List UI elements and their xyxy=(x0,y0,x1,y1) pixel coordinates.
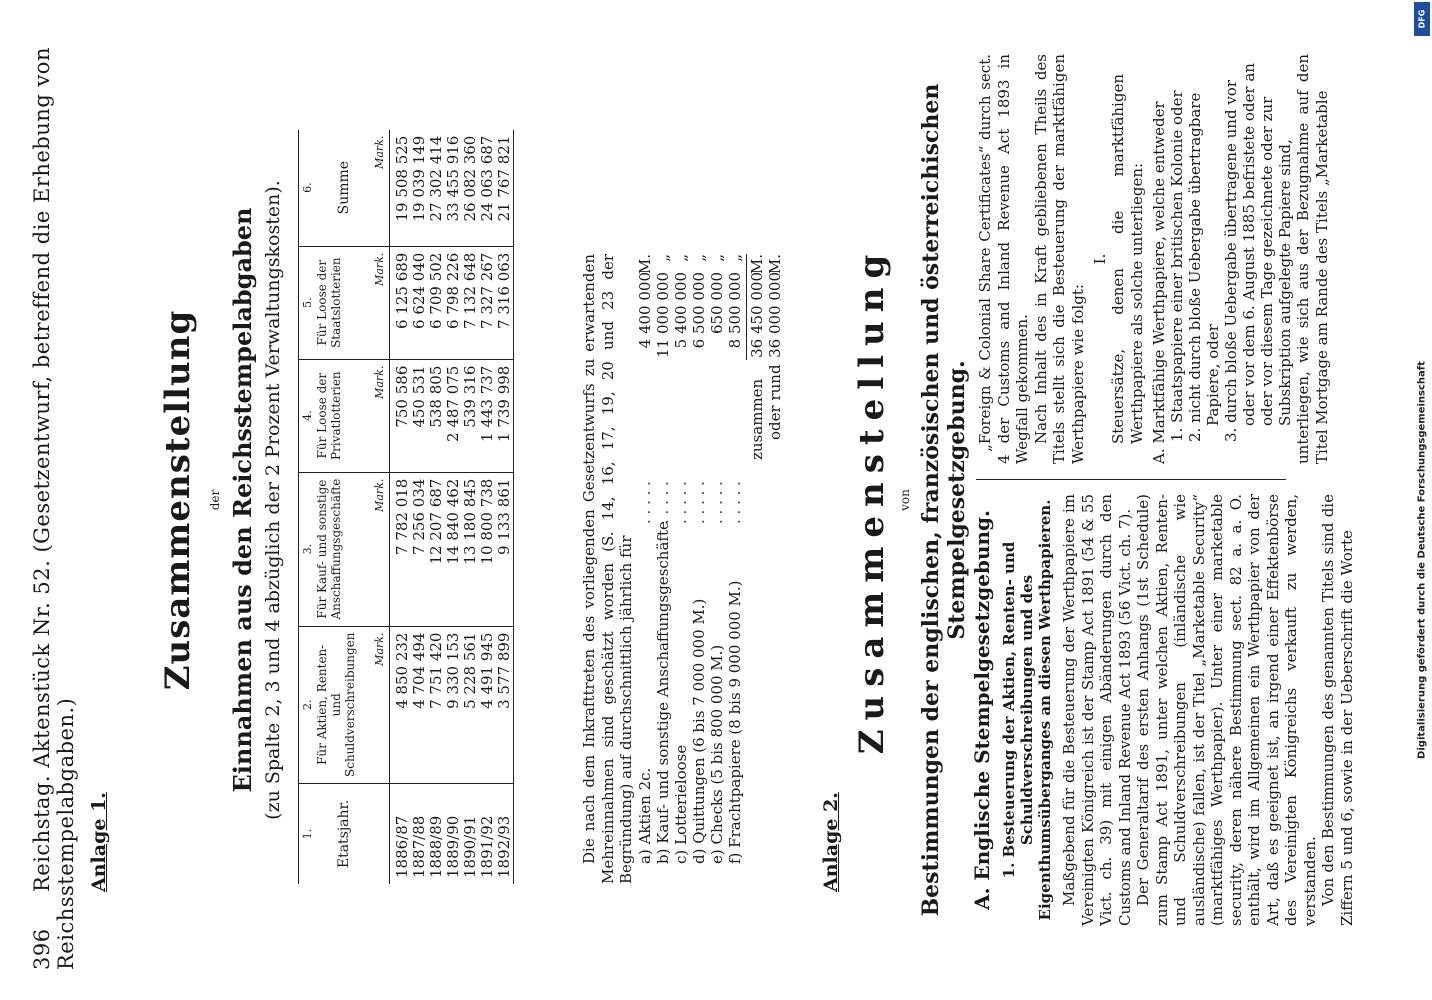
value-cell: 1 443 737 xyxy=(479,359,496,472)
column-header-row xyxy=(315,130,373,884)
estimate-rounded-row xyxy=(766,254,784,440)
leader-dots: . . . . . xyxy=(708,481,726,524)
section-a-para2: Der Generaltarif des ersten Anhangs (1st Schedule) zum Stamp Act 1891, unter welchen Aktien, Renten- und Schuldverschreibungen (inländische wie ausländische) fallen, ist der Titel „Marketable Security“ (marktfähiges Werthpapier). Unter einer marketable security, deren nähere Bestimmung sect. 82 a. a. O. enthält, wird im Allgemeinen ein Werthpapier von der Art, daß es geeignet ist, an irgend einer Effektenbörse des Vereinigten Königreichs verkauft zu werden, verstanden. xyxy=(1134,494,1319,926)
year-cell: 1889/90 xyxy=(444,815,462,878)
value-cell: 6 709 502 xyxy=(428,246,445,359)
value-cell: 3 577 899 xyxy=(496,626,514,783)
col-number: 1. xyxy=(301,828,314,840)
value-cell: 13 180 845 xyxy=(462,472,479,626)
anlage1-label: Anlage 1. xyxy=(88,792,110,892)
value-cell: 19 039 149 xyxy=(411,130,428,247)
column-divider xyxy=(976,479,1286,480)
estimate-item-value: 4 400 000 xyxy=(636,272,654,349)
running-head xyxy=(30,30,78,970)
table-row xyxy=(496,130,514,884)
value-cell: 6 624 040 xyxy=(411,246,428,359)
anlage1-subtitle: Einnahmen aus den Reichsstempelabgaben xyxy=(228,207,257,793)
leader-dots: . . . . . xyxy=(726,481,744,524)
col-number: 3. xyxy=(299,472,316,626)
section-a-para3: Von den Bestimmungen des genannten Titels sind die Ziffern 5 und 6, sowie in der Ueberschrift die Worte xyxy=(1319,494,1356,926)
col2-tail: unterliegen, wie sich aus der Bezugnahme auf den Titel Mortgage am Rande des Titels „Marketable xyxy=(1294,54,1331,464)
unit-cell: Mark. xyxy=(373,472,390,626)
leader-dots: . . . . . xyxy=(654,481,672,524)
unit-cell: Mark. xyxy=(373,359,390,472)
value-cell: 4 491 945 xyxy=(479,626,496,783)
anlage2-title: Zusammenstellung xyxy=(852,245,892,755)
table-row xyxy=(479,130,496,884)
running-head-text: Reichstag. Aktenstück Nr. 52. (Gesetzentwurf, betreffend die Erhebung von Reichsstempelabgaben.) xyxy=(30,47,78,970)
value-cell: 450 531 xyxy=(411,359,428,472)
value-cell: 6 798 226 xyxy=(445,246,462,359)
value-cell: 539 316 xyxy=(462,359,479,472)
value-cell: 7 327 267 xyxy=(479,246,496,359)
header-kauf: Für Kauf- und sonstige Anschaffungsgeschäfte xyxy=(315,472,373,626)
table-row xyxy=(390,130,412,884)
value-cell: 19 508 525 xyxy=(390,130,412,247)
section-a-heading: A. Englische Stempelgesetzgebung. xyxy=(970,510,994,910)
total-value: 36 450 000 xyxy=(748,272,766,358)
header-staatslotterien: Für Loose der Staatslotterien xyxy=(315,246,373,359)
anlage2-subtitle: Bestimmungen der englischen, französischen und österreichischen Stempelgesetzgebung. xyxy=(918,83,970,917)
table-row xyxy=(428,130,445,884)
table-row xyxy=(462,130,479,884)
estimate-item-label: c) Lotterieloose xyxy=(672,744,690,864)
value-cell: 4 850 232 xyxy=(390,626,412,783)
section-a-para1: Maßgebend für die Besteuerung der Werthpapiere im Vereinigten Königreich ist der Stamp Act 1891 (54 & 55 Vict. ch. 39) mit einigen Abänderungen durch den Customs and Inland Revenue Act 1893 (56 Vict. ch. 7). xyxy=(1060,494,1134,926)
col-number: 6. xyxy=(299,130,316,247)
estimate-total-row xyxy=(748,254,766,460)
year-cell: 1891/92 xyxy=(478,815,496,878)
estimate-item-unit: „ xyxy=(654,254,672,262)
value-cell: 33 455 916 xyxy=(445,130,462,247)
col2-roman: I. xyxy=(1091,253,1109,265)
unit-cell: Mark. xyxy=(373,626,390,783)
value-cell: 24 063 687 xyxy=(479,130,496,247)
header-etatsjahr: Etatsjahr. xyxy=(336,799,352,869)
value-cell: 4 704 494 xyxy=(411,626,428,783)
estimate-item-unit: „ xyxy=(690,254,708,262)
anlage1-title: Zusammenstellung xyxy=(158,309,198,691)
sum-rule xyxy=(746,254,747,360)
total-unit: M. xyxy=(748,254,766,275)
value-cell: 27 302 414 xyxy=(428,130,445,247)
col-number: 2. xyxy=(299,626,316,783)
col2-list-item: 1. Staatspapiere einer britischen Kolonie oder xyxy=(1168,90,1186,442)
estimate-item-label: d) Quittungen (6 bis 7 000 000 M.) xyxy=(690,598,708,864)
estimate-item xyxy=(672,254,690,864)
digitization-strip xyxy=(1412,0,1432,1000)
estimate-item-label: a) Aktien 2c. xyxy=(636,767,654,864)
estimate-item xyxy=(636,254,654,864)
value-cell: 21 767 821 xyxy=(496,130,514,247)
rounded-value: 36 000 000 xyxy=(766,272,784,358)
estimate-item-value: 6 500 000 xyxy=(690,272,708,349)
value-cell: 5 228 561 xyxy=(462,626,479,783)
col-number: 4. xyxy=(299,359,316,472)
value-cell: 2 487 075 xyxy=(445,359,462,472)
estimate-item-unit: M. xyxy=(636,254,654,275)
value-cell: 12 207 687 xyxy=(428,472,445,626)
unit-cell xyxy=(373,784,390,885)
value-cell: 1 739 998 xyxy=(496,359,514,472)
col2-list-item: 2. nicht durch bloße Uebergabe übertragbare Papiere, oder xyxy=(1186,92,1222,442)
column-right xyxy=(976,54,1331,464)
estimate-item xyxy=(708,254,726,864)
anlage1-note: (zu Spalte 2, 3 und 4 abzüglich der 2 Prozent Verwaltungskosten). xyxy=(262,180,284,820)
estimate-item-unit: „ xyxy=(726,254,744,262)
estimate-item xyxy=(690,254,708,864)
value-cell: 6 125 689 xyxy=(390,246,412,359)
estimate-intro: Die nach dem Inkrafttreten des vorliegenden Gesetzentwurfs zu erwartenden Mehreinnahmen sind geschätzt worden (S. 14, 16, 17, 19, 20 und 23 der Begründung) auf durchschnittlich jährlich für xyxy=(580,254,635,884)
value-cell: 9 133 861 xyxy=(496,472,514,626)
header-summe: Summe xyxy=(315,130,373,247)
col2-list xyxy=(1168,54,1294,464)
rounded-label: oder rund xyxy=(766,364,784,440)
table-row xyxy=(411,130,428,884)
year-cell: 1886/87 xyxy=(393,815,411,878)
col2-para1: „Foreign & Colonial Share Certificates“ durch sect. 4 der Customs and Inland Revenue Act 1893 in Wegfall gekommen. xyxy=(976,54,1031,464)
header-privatlotterien: Für Loose der Privatlotterien xyxy=(315,359,373,472)
value-cell: 750 586 xyxy=(390,359,412,472)
estimate-item-value: 8 500 000 xyxy=(726,272,744,349)
value-cell: 7 316 063 xyxy=(496,246,514,359)
anlage2-von: von xyxy=(898,489,912,511)
estimate-item-label: b) Kauf- und sonstige Anschaffungsgeschäfte xyxy=(654,521,672,864)
col2-steuersaetze: Steuersätze, denen die marktfähigen Werthpapiere als solche unterliegen: xyxy=(1109,74,1146,444)
col-number: 5. xyxy=(299,246,316,359)
estimate-item-value: 5 400 000 xyxy=(672,272,690,349)
column-number-row xyxy=(299,130,316,884)
leader-dots: . . . . . xyxy=(690,481,708,524)
total-label: zusammen xyxy=(748,378,766,460)
anlage1-der: der xyxy=(208,489,222,511)
section-a-subheading: 1. Besteuerung der Aktien, Renten- und Schuldverschreibungen und des Eigenthumsüberganges an diesen Werthpapieren. xyxy=(1000,499,1054,921)
estimate-item-unit: „ xyxy=(672,254,690,262)
year-cell: 1888/89 xyxy=(427,815,445,878)
dfg-logo: DFG xyxy=(1414,2,1430,36)
table-row xyxy=(445,130,462,884)
value-cell: 14 840 462 xyxy=(445,472,462,626)
value-cell: 10 800 738 xyxy=(479,472,496,626)
rounded-unit: M. xyxy=(766,254,784,275)
unit-cell: Mark. xyxy=(373,130,390,247)
year-cell: 1892/93 xyxy=(495,815,513,878)
col2-a-heading: A. Marktfähige Werthpapiere, welche entweder xyxy=(1150,101,1168,464)
unit-cell: Mark. xyxy=(373,246,390,359)
leader-dots: . . . . . xyxy=(636,481,654,524)
estimate-item xyxy=(654,254,672,864)
revenue-table-body xyxy=(390,130,514,884)
year-cell: 1887/88 xyxy=(410,815,428,878)
value-cell: 7 132 648 xyxy=(462,246,479,359)
estimate-item-value: 650 000 xyxy=(708,272,726,335)
anlage2-label: Anlage 2. xyxy=(820,792,842,892)
value-cell: 7 751 420 xyxy=(428,626,445,783)
digitization-credit: Digitalisierung gefördert durch die Deutsche Forschungsgemeinschaft xyxy=(1416,361,1428,759)
estimate-item-unit: „ xyxy=(708,254,726,262)
revenue-table-wrap xyxy=(298,130,514,884)
estimate-item-value: 11 000 000 xyxy=(654,272,672,358)
unit-row xyxy=(373,130,390,884)
col2-para2: Nach Inhalt des in Kraft gebliebenen Theils des Titels stellt sich die Besteuerung der marktfähigen Werthpapiere wie folgt: xyxy=(1031,54,1087,464)
header-aktien: Für Aktien, Renten- und Schuldverschreibungen xyxy=(315,626,373,783)
year-cell: 1890/91 xyxy=(461,815,479,878)
revenue-table xyxy=(298,130,514,884)
value-cell: 26 082 360 xyxy=(462,130,479,247)
value-cell: 538 805 xyxy=(428,359,445,472)
estimate-item-label: e) Checks (5 bis 800 000 M.) xyxy=(708,644,726,864)
col2-list-item: 3. durch bloße Uebergabe übertragene und vor oder vor dem 6. August 1885 befristete oder an oder vor diesem Tage gezeichnete oder zur Subskription aufgelegte Papiere sind, xyxy=(1222,63,1294,442)
column-left xyxy=(970,494,1356,926)
value-cell: 7 256 034 xyxy=(411,472,428,626)
page-number: 396 xyxy=(30,928,54,970)
estimate-item xyxy=(726,254,744,864)
value-cell: 7 782 018 xyxy=(390,472,412,626)
estimate-item-label: f) Frachtpapiere (8 bis 9 000 000 M.) xyxy=(726,580,744,864)
value-cell: 9 330 153 xyxy=(445,626,462,783)
estimate-list xyxy=(636,254,744,864)
leader-dots: . . . . . xyxy=(672,481,690,524)
